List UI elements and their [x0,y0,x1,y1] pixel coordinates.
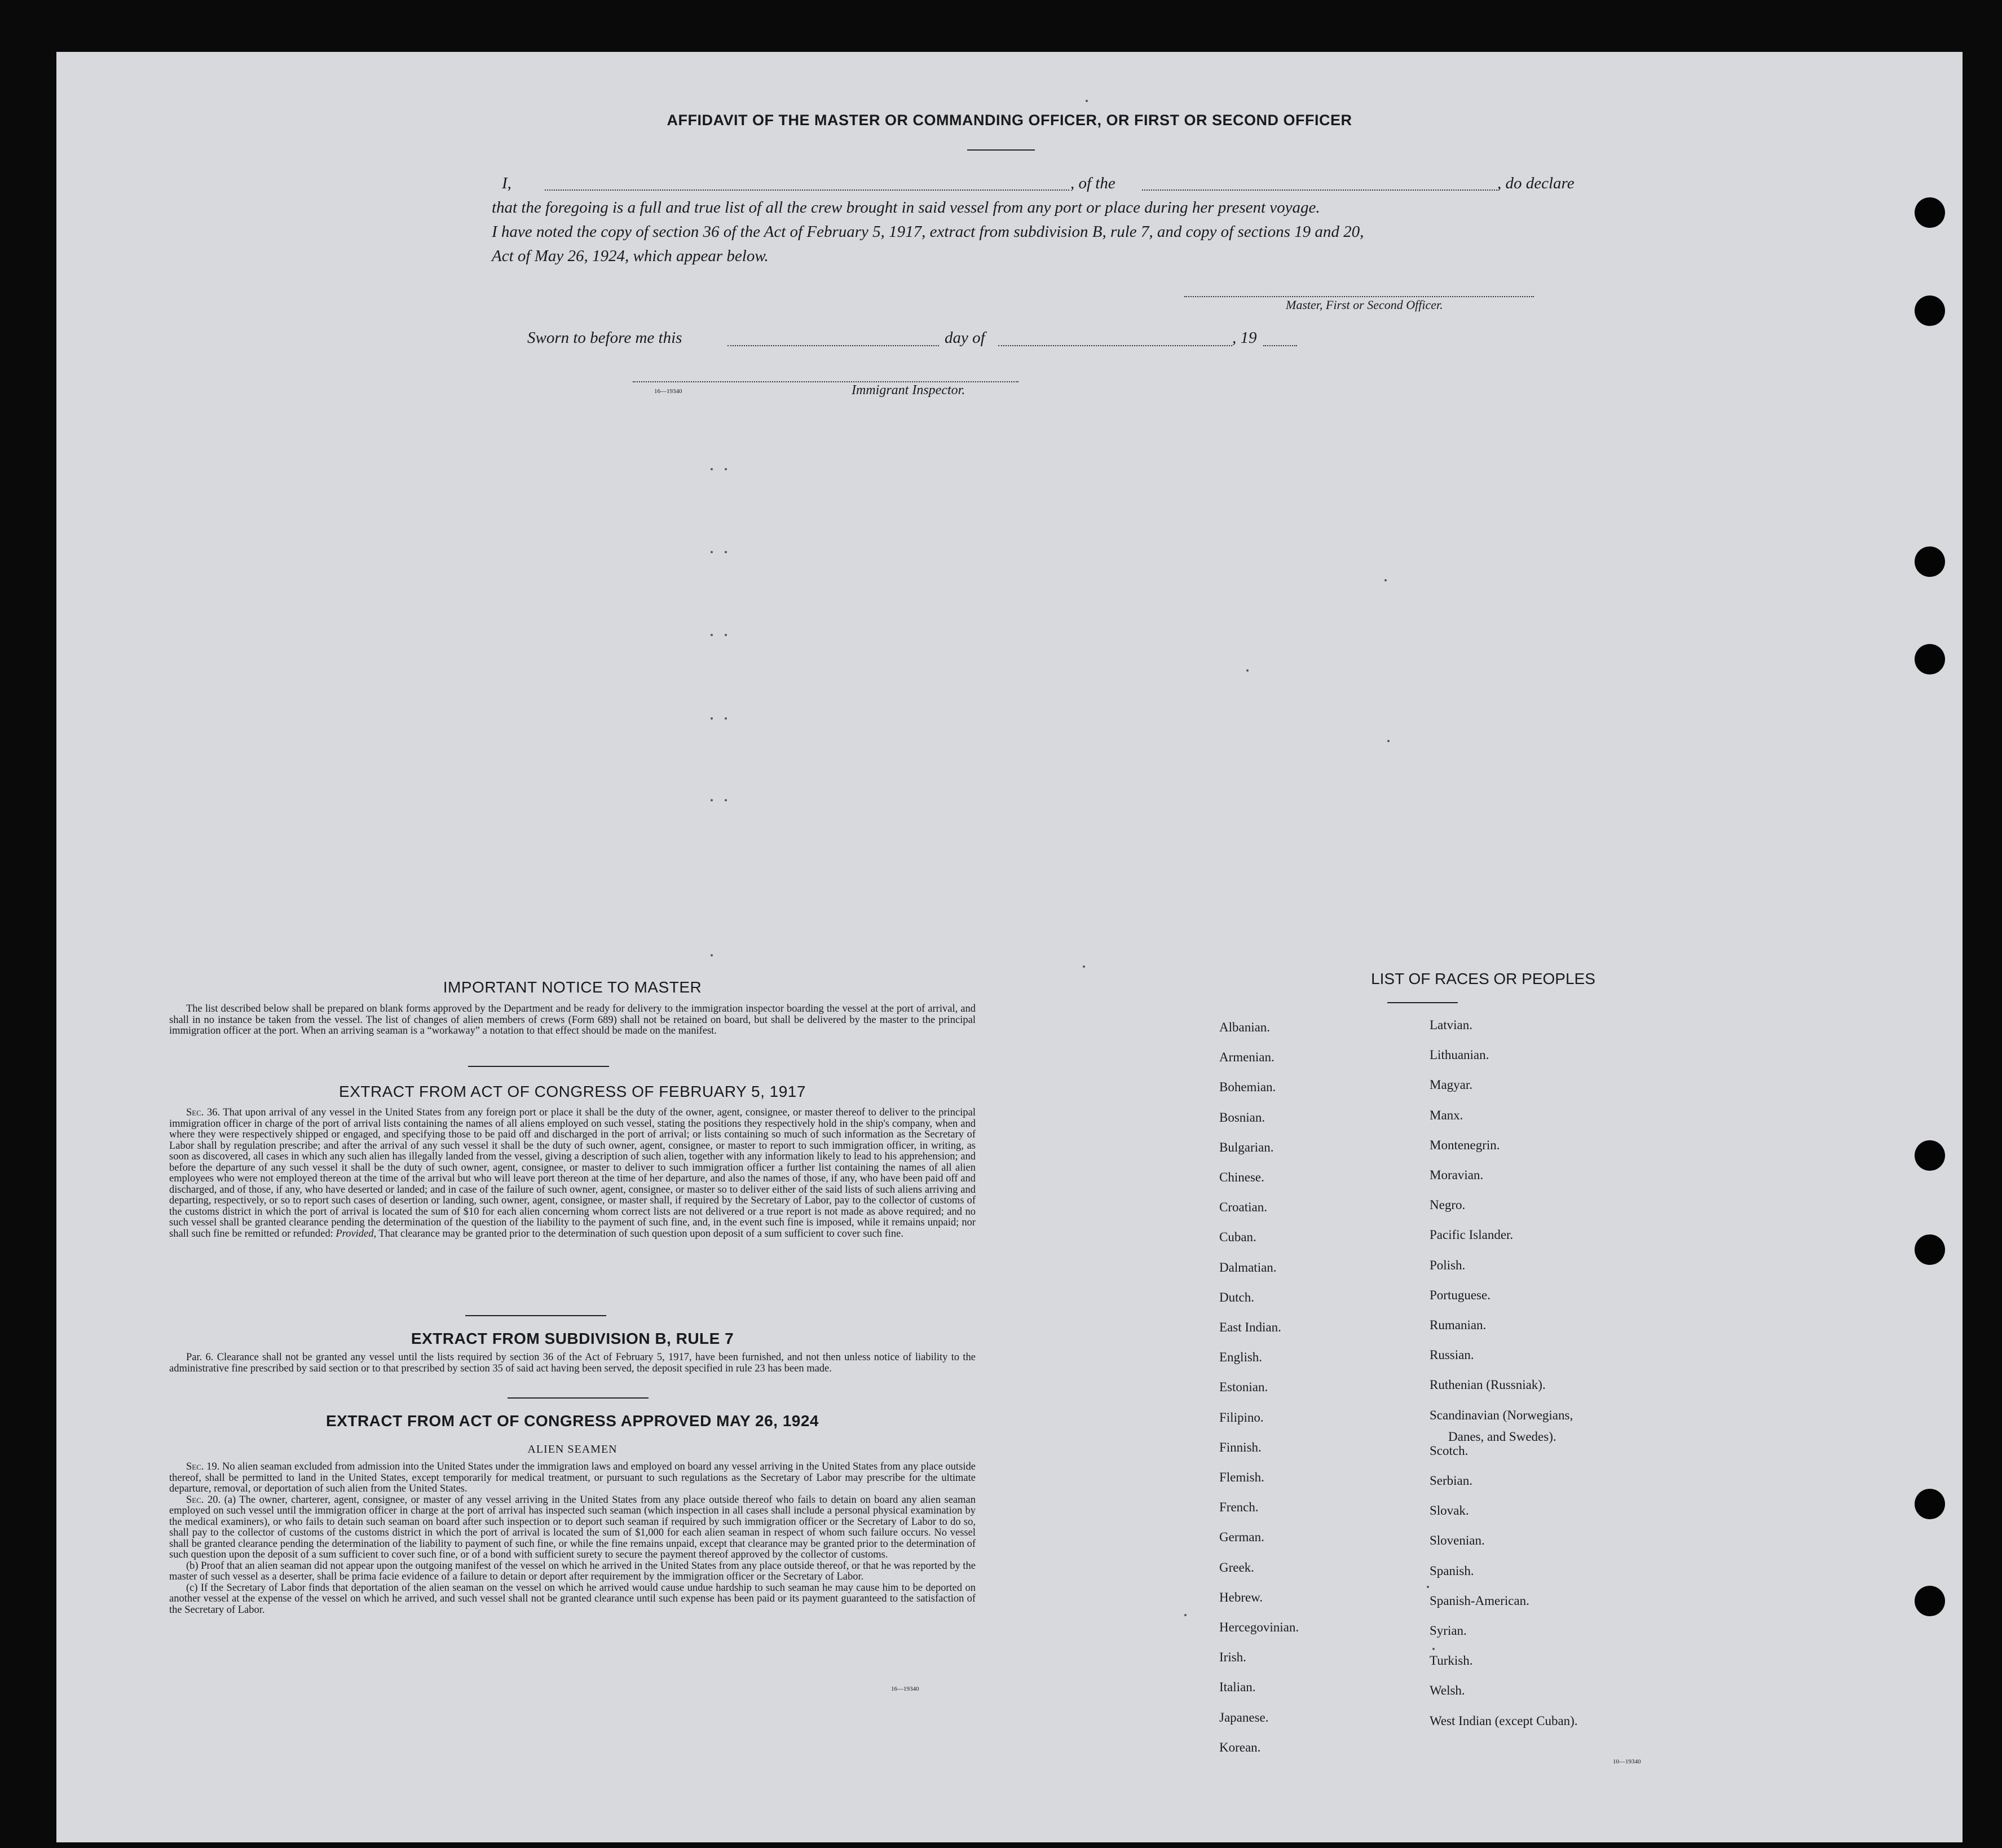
race-item-left: Italian. [1219,1680,1256,1695]
punch-hole [1915,1489,1945,1519]
punch-hole [1915,1586,1945,1616]
race-item-right: West Indian (except Cuban). [1430,1713,1578,1728]
race-item-right: Slovenian. [1430,1533,1485,1548]
race-item-left: Armenian. [1219,1050,1275,1065]
extract-1924-text [169,1462,976,1616]
race-item-right: Latvian. [1430,1018,1472,1032]
speck [725,717,727,720]
speck [725,468,727,470]
speck [725,551,727,553]
speck [711,634,713,636]
inspector-line[interactable] [633,381,1018,382]
signature-line[interactable] [1184,296,1534,297]
race-item-left: Korean. [1219,1740,1261,1754]
race-item-right: Negro. [1430,1198,1466,1212]
speck [1432,1648,1435,1650]
sec20a-body: (a) The owner, charterer, agent, consignee, or master of any vessel arriving in the United States from any place outside thereof who fails to detain on board any alien seaman employed on such vessel until the immigration officer in charge at the port of arrival has inspected such seaman (which inspection in all cases shall include a personal physical examination by the medical examiners), or who fails to detain such seaman on board after such inspection or to deport such seaman if required by such immigration officer or the Secretary of Labor to do so, shall pay to the collector of customs of the customs district in which the port of arrival is located the sum of $1,000 for each alien seaman in respect of whom such failure occurs. No vessel shall be granted clearance pending the determination of the liability to payment of such fine, or while the fine remains unpaid, except that clearance may be granted prior to the determination of such question upon the deposit of a sum sufficient to cover such fine, or of a bond with sufficient surety to secure the payment thereof approved by the collector of customs. [169,1494,976,1560]
sworn-month-blank[interactable] [998,345,1232,346]
sec20c-body: (c) If the Secretary of Labor finds that deportation of the alien seaman on the vessel on which he arrived would cause undue hardship to such seaman he may cause him to be deported on another vessel at the expense of the vessel on which he arrived, and such vessel shall not be granted clearance until such expense has been paid or its payment guaranteed to the satisfaction of the Secretary of Labor. [169,1582,976,1616]
extract-form-number: 16—19340 [891,1686,919,1692]
race-item-left: Cuban. [1219,1230,1256,1245]
sec36-body-end: That clearance may be granted prior to the determination of such question upon deposit of a sum sufficient to cover such fine. [378,1228,903,1240]
race-item-right: Portuguese. [1430,1287,1491,1302]
race-item-right: Montenegrin. [1430,1137,1500,1152]
speck [725,634,727,636]
affidavit-of-the-label: , of the [1070,174,1115,192]
affidavit-line-2: that the foregoing is a full and true list of all the crew brought in said vessel from any port or place during her present voyage. [492,199,1320,217]
affidavit-line-4: Act of May 26, 1924, which appear below. [492,247,769,265]
race-item-right: Turkish. [1430,1653,1473,1668]
sec20-label: Sec. 20. [186,1494,221,1506]
race-item-left: English. [1219,1350,1263,1365]
extract-1917-title: EXTRACT FROM ACT OF CONGRESS OF FEBRUARY 5, 1917 [339,1083,806,1100]
speck [711,954,713,956]
speck [1083,965,1085,968]
sec36-provided: Provided, [336,1228,377,1240]
vessel-blank[interactable] [1142,189,1497,191]
race-item-left: Greek. [1219,1560,1254,1574]
speck [1427,1586,1429,1588]
races-title: LIST OF RACES OR PEOPLES [1371,970,1595,987]
race-item-left: Finnish. [1219,1440,1262,1454]
title-underline [967,149,1035,151]
race-item-left: East Indian. [1219,1320,1281,1334]
race-item-right: Welsh. [1430,1683,1465,1698]
affidavit-declare-label: , do declare [1497,174,1575,192]
sec20b-body: (b) Proof that an alien seaman did not appear upon the outgoing manifest of the vessel on which he arrived in the United States from any place outside thereof, or that he was reported by the master of such vessel as a deserter, shall be prima facie evidence of a failure to detain or deport after requirement by the immigration officer or the Secretary of Labor. [169,1560,976,1582]
extract-1924-title: EXTRACT FROM ACT OF CONGRESS APPROVED MAY 26, 1924 [326,1412,819,1430]
speck [1384,579,1387,581]
race-item-right-continuation: Danes, and Swedes). [1448,1429,1556,1444]
rule7-title: EXTRACT FROM SUBDIVISION B, RULE 7 [411,1330,734,1347]
affidavit-line-3: I have noted the copy of section 36 of the Act of February 5, 1917, extract from subdivision B, rule 7, and copy of sections 19 and 20, [492,223,1364,241]
race-item-right: Scandinavian (Norwegians, [1430,1408,1573,1422]
races-form-number: 10—19340 [1613,1758,1641,1765]
rule7-paragraph: Par. 6. Clearance shall not be granted any vessel until the lists required by section 36 of the Act of February 5, 1917, have been furnished, and not then unless notice of liability to the administrative fine prescribed by said section or to that prescribed by section 35 of said act having been served, the deposit specified in rule 23 has been made. [169,1352,976,1374]
race-item-right: Russian. [1430,1348,1474,1362]
races-divider [1387,1002,1458,1003]
race-item-right: Scotch. [1430,1443,1469,1458]
sec36-label: Sec. 36. [186,1107,221,1118]
sworn-day-blank[interactable] [727,345,939,346]
day-of-label: day of [945,329,985,347]
race-item-left: French. [1219,1500,1259,1515]
punch-hole [1915,1140,1945,1171]
race-item-right: Spanish. [1430,1563,1474,1578]
notice-divider [468,1066,609,1067]
notice-text [169,1004,976,1037]
inspector-label: Immigrant Inspector. [852,383,965,398]
alien-seamen-subtitle: ALIEN SEAMEN [527,1443,618,1456]
affidavit-title: AFFIDAVIT OF THE MASTER OR COMMANDING OFFICER, OR FIRST OR SECOND OFFICER [667,112,1352,129]
race-item-right: Slovak. [1430,1503,1469,1518]
race-item-left: Bosnian. [1219,1110,1265,1124]
race-item-left: Dutch. [1219,1290,1254,1304]
speck [711,799,713,801]
race-item-right: Pacific Islander. [1430,1228,1514,1242]
sec36-body: That upon arrival of any vessel in the United States from any foreign port or place it shall be the duty of the owner, agent, consignee, or master thereof to deliver to the principal immigration officer in charge of the port of arrival lists containing the names of all aliens employed on such vessel, stating the positions they respectively hold in the ship's company, when and where they were respectively shipped or engaged, and specifying those to be paid off and discharged in the port of arrival; or lists containing so much of such information as the Secretary of Labor shall by regulation prescribe; and after the arrival of any such vessel it shall be the duty of such owner, agent, consignee, or master to report to such immigration officer, in writing, as soon as discovered, all cases in which any such alien has illegally landed from the vessel, giving a description of such alien, together with any information likely to lead to his apprehension; and before the departure of any such vessel it shall be the duty of such owner, agent, consignee, or master to deliver to such immigration officer a further list containing the names of all alien employees who were not employed thereon at the time of the arrival but who will leave port thereon at the time of her departure, and also the names of those, if any, who have been paid off and discharged, and of those, if any, who have deserted or landed; and in case of the failure of such owner, agent, consignee, or master so to deliver either of the said lists of such aliens arriving and departing, respectively, or so to report such cases of desertion or landing, such owner, agent, consignee, or master shall, if required by the Secretary of Labor, pay to the collector of customs of the customs district in which the port of arrival is located the sum of $10 for each alien concerning whom correct lists are not delivered or a true report is not made as above required; and no such vessel shall be granted clearance pending the determination of the question of the liability to the payment of such fine, and, in the event such fine is imposed, while it remains unpaid; nor shall such fine be remitted or refunded: [169,1107,976,1240]
speck [1086,100,1088,102]
race-item-left: Chinese. [1219,1170,1264,1184]
sec19-body: No alien seaman excluded from admission into the United States under the immigration laws and employed on board any vessel arriving in the United States from any place outside thereof, shall be permitted to land in the United States, except temporarily for medical treatment, or pursuant to such regulations as the Secretary of Labor may prescribe for the ultimate departure, removal, or deportation of such alien from the United States. [169,1461,976,1494]
race-item-right: Serbian. [1430,1474,1473,1488]
race-item-left: Bohemian. [1219,1080,1276,1095]
race-item-right: Lithuanian. [1430,1048,1489,1062]
sec19-label: Sec. 19. [186,1461,220,1472]
extract-1917-text [169,1108,976,1240]
affidavit-i-label: I, [502,174,511,192]
year-label: , 19 [1232,329,1257,347]
race-item-left: German. [1219,1530,1264,1545]
affidavit-form-number: 16—19340 [654,388,682,395]
name-blank[interactable] [545,189,1069,191]
race-item-right: Polish. [1430,1258,1466,1272]
punch-hole [1915,197,1945,228]
speck [711,468,713,470]
race-item-left: Bulgarian. [1219,1140,1274,1154]
notice-title: IMPORTANT NOTICE TO MASTER [443,978,702,996]
race-item-right: Moravian. [1430,1168,1484,1182]
speck [1246,669,1249,672]
race-item-left: Dalmatian. [1219,1260,1277,1274]
race-item-left: Japanese. [1219,1710,1269,1724]
document-page [56,52,1963,1842]
signature-label: Master, First or Second Officer. [1286,298,1443,312]
rule7-text [169,1352,976,1374]
sworn-label: Sworn to before me this [527,329,682,347]
race-item-left: Hebrew. [1219,1590,1263,1604]
notice-paragraph: The list described below shall be prepared on blank forms approved by the Department and be ready for delivery to the immigration inspector boarding the vessel at the port of arrival, and shall in no instance be taken from the vessel. The list of changes of alien members of crews (Form 689) shall not be retained on board, but shall be delivered by the master to the principal immigration officer at the port. When an arriving seaman is a “workaway” a notation to that effect should be made on the manifest. [169,1003,976,1037]
race-item-right: Rumanian. [1430,1318,1487,1332]
race-item-left: Hercegovinian. [1219,1620,1299,1634]
year-blank[interactable] [1263,345,1297,346]
race-item-left: Flemish. [1219,1470,1264,1484]
punch-hole [1915,1234,1945,1265]
race-item-left: Filipino. [1219,1410,1264,1424]
punch-hole [1915,546,1945,577]
punch-hole [1915,644,1945,674]
speck [1387,740,1390,742]
race-item-right: Ruthenian (Russniak). [1430,1378,1546,1392]
race-item-left: Croatian. [1219,1200,1267,1215]
extract-1917-divider [465,1315,606,1316]
speck [1184,1614,1187,1616]
race-item-right: Magyar. [1430,1078,1473,1092]
rule7-divider [508,1397,649,1399]
race-item-right: Manx. [1430,1108,1463,1122]
speck [711,551,713,553]
race-item-left: Albanian. [1219,1020,1271,1034]
race-item-right: Spanish-American. [1430,1593,1529,1608]
speck [711,717,713,720]
race-item-left: Estonian. [1219,1380,1268,1395]
punch-hole [1915,295,1945,326]
speck [725,799,727,801]
race-item-left: Irish. [1219,1650,1246,1665]
race-item-right: Syrian. [1430,1624,1467,1638]
